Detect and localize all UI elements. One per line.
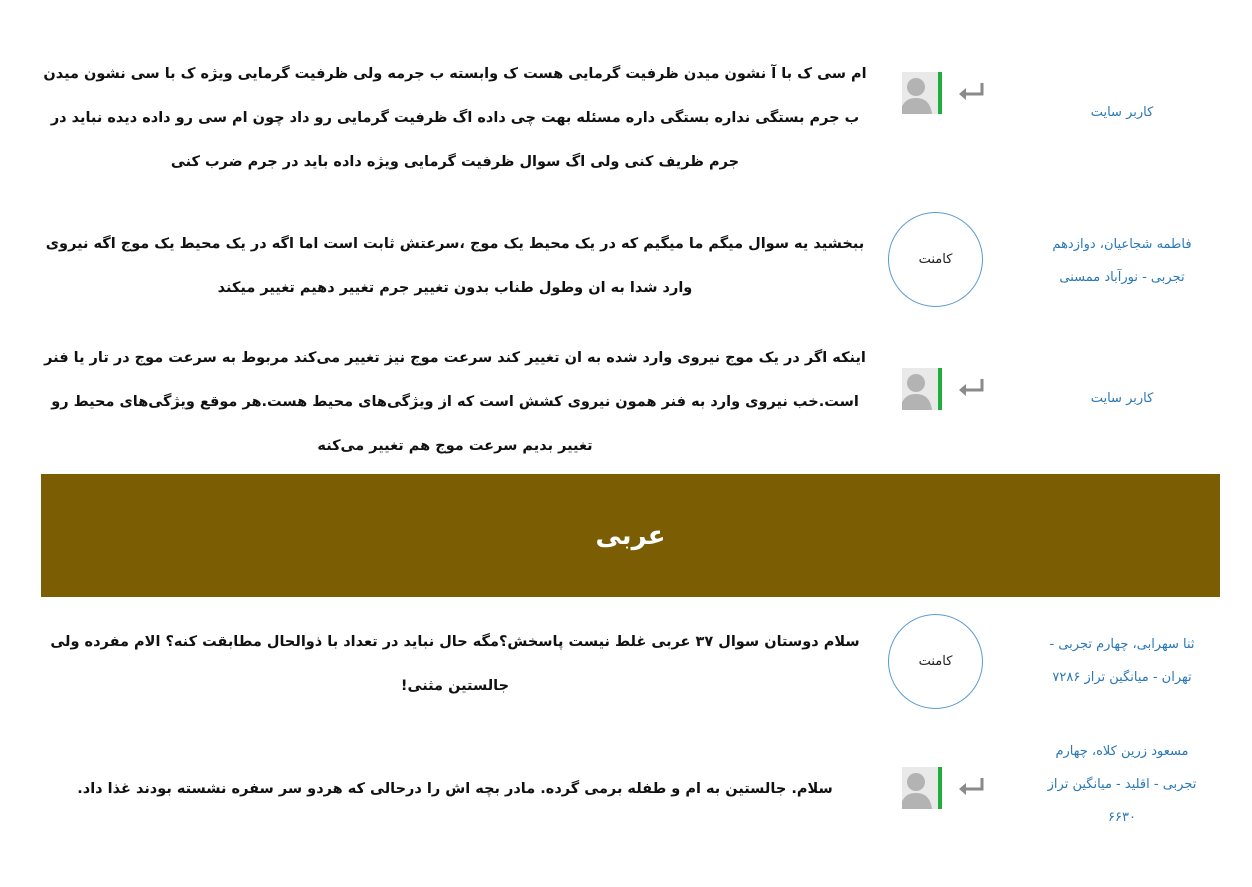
- comment-text: سلام. جالستین به ام و طفله برمی گرده. مادر بچه اش را درحالی که هردو سر سفره نشسته بودند غذا داد.: [77, 781, 833, 797]
- comment-item: [0, 735, 1252, 855]
- reply-indicator: [884, 368, 994, 468]
- comment-item: [0, 614, 1252, 714]
- author-line: ثنا سهرابی، چهارم تجربی -: [1049, 637, 1195, 652]
- comment-author[interactable]: [1024, 628, 1220, 694]
- user-avatar-icon: [902, 767, 942, 809]
- section-header: [41, 474, 1220, 597]
- reply-arrow-icon: [956, 80, 986, 104]
- author-line: فاطمه شجاعیان، دوازدهم: [1052, 237, 1192, 252]
- section-title: عربی: [595, 520, 666, 551]
- author-line: تجربی - نورآباد ممسنی: [1059, 270, 1185, 285]
- reply-indicator: [884, 767, 994, 867]
- comment-text: ببخشید یه سوال میگم ما میگیم که در یک محیط یک موج ،سرعتش ثابت است اما اگه در یک محیط یک موج اگه نیروی وارد شدا به ان وطول طناب بدون تغییر جرم تغییر دهیم تغییر میکند: [45, 236, 865, 296]
- comment-author[interactable]: کاربر سایت: [1090, 105, 1154, 120]
- comment-item: [0, 334, 1252, 464]
- author-line: مسعود زرین کلاه، چهارم: [1055, 744, 1189, 759]
- reply-arrow-icon: [956, 775, 986, 799]
- comment-author[interactable]: کاربر سایت: [1090, 391, 1154, 406]
- author-line: تهران - میانگین تراز ۷۲۸۶: [1052, 670, 1192, 685]
- user-avatar-icon: [902, 72, 942, 114]
- comment-item: [0, 52, 1252, 182]
- reply-arrow-icon: [956, 376, 986, 400]
- comment-text: اینکه اگر در یک موج نیروی وارد شده به ان تغییر کند سرعت موج نیز تغییر می‌کند مربوط به سرعت موج در تار یا فنر است.خب نیروی وارد به فنر همون نیروی کشش است که از ویژگی‌های محیط هست.هر موقع ویژگی‌های محیط رو تغییر بدیم سرعت موج هم تغییر می‌کنه: [44, 350, 866, 454]
- comment-text: ام سی ک با آ نشون میدن ظرفیت گرمایی هست ک وابسته ب جرمه ولی ظرفیت گرمایی ویژه ک با سی نشون میدن ب جرم بستگی نداره بستگی داره مسئله بهت چی داده اگ ظرفیت گرمایی رو داد چون ام سی رو داده دیده نباید در جرم ظریف کنی ولی اگ سوال ظرفیت گرمایی ویژه داده باید در جرم ضرب کنی: [43, 66, 867, 170]
- comment-badge[interactable]: کامنت: [888, 212, 983, 307]
- comment-badge-col: [884, 614, 994, 714]
- comment-badge-col: [884, 212, 994, 312]
- comment-author[interactable]: [1024, 735, 1220, 834]
- comment-item: [0, 212, 1252, 322]
- author-line: ۶۶۳۰: [1108, 810, 1136, 825]
- author-line: تجربی - اقلید - میانگین تراز: [1047, 777, 1197, 792]
- user-avatar-icon: [902, 368, 942, 410]
- comment-badge[interactable]: کامنت: [888, 614, 983, 709]
- reply-indicator: [884, 72, 994, 172]
- comment-text: سلام دوستان سوال ۳۷ عربی غلط نیست پاسخش؟مگه حال نباید در تعداد با ذوالحال مطابقت کنه؟ الام مفرده ولی جالستین مثنی!: [50, 634, 860, 694]
- comment-author[interactable]: [1024, 228, 1220, 294]
